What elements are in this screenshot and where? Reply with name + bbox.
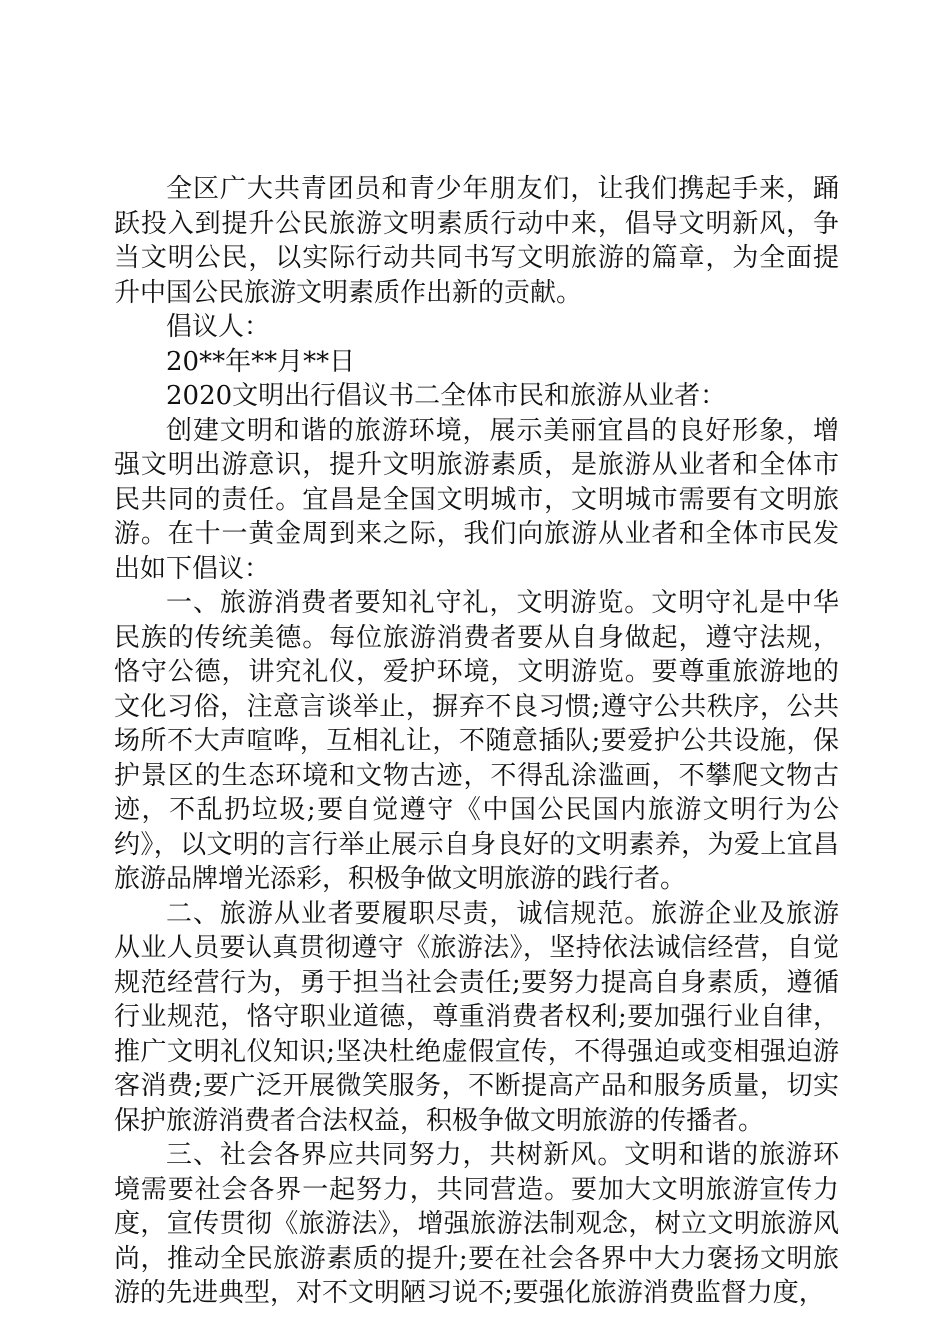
- paragraph-point-two: 二、旅游从业者要履职尽责，诚信规范。旅游企业及旅游从业人员要认真贯彻遵守《旅游法》，坚持依法诚信经营，自觉规范经营行为，勇于担当社会责任;要努力提高自身素质，遵循行业规范，恪守职业道德，尊重消费者权利;要加强行业自律，推广文明礼仪知识;坚决杜绝虚假宣传，不得强迫或变相强迫游客消费;要广泛开展微笑服务，不断提高产品和服务质量，切实保护旅游消费者合法权益，积极争做文明旅游的传播者。: [114, 898, 839, 1136]
- paragraph-date: 20**年**月**日: [166, 346, 356, 377]
- paragraph-intro: 创建文明和谐的旅游环境，展示美丽宜昌的良好形象，增强文明出游意识，提升文明旅游素质，是旅游从业者和全体市民共同的责任。宜昌是全国文明城市，文明城市需要有文明旅游。在十一黄金周到来之际，我们向旅游从业者和全体市民发出如下倡议：: [114, 415, 839, 584]
- paragraph-youth-appeal: 全区广大共青团员和青少年朋友们，让我们携起手来，踊跃投入到提升公民旅游文明素质行动中来，倡导文明新风，争当文明公民，以实际行动共同书写文明旅游的篇章，为全面提升中国公民旅游文明素质作出新的贡献。: [114, 174, 839, 308]
- paragraph-second-proposal-heading: 2020文明出行倡议书二全体市民和旅游从业者：: [166, 381, 727, 411]
- document-body: [114, 172, 839, 1311]
- paragraph-initiator: 倡议人：: [166, 312, 271, 342]
- paragraph-point-one: 一、旅游消费者要知礼守礼，文明游览。文明守礼是中华民族的传统美德。每位旅游消费者要从自身做起，遵守法规，恪守公德，讲究礼仪，爱护环境，文明游览。要尊重旅游地的文化习俗，注意言谈举止，摒弃不良习惯;遵守公共秩序，公共场所不大声喧哗，互相礼让，不随意插队;要爱护公共设施，保护景区的生态环境和文物古迹，不得乱涂滥画，不攀爬文物古迹，不乱扔垃圾;要自觉遵守《中国公民国内旅游文明行为公约》，以文明的言行举止展示自身良好的文明素养，为爱上宜昌旅游品牌增光添彩，积极争做文明旅游的践行者。: [114, 588, 839, 894]
- paragraph-point-three: 三、社会各界应共同努力，共树新风。文明和谐的旅游环境需要社会各界一起努力，共同营造。要加大文明旅游宣传力度，宣传贯彻《旅游法》，增强旅游法制观念，树立文明旅游风尚，推动全民旅游素质的提升;要在社会各界中大力褒扬文明旅游的先进典型，对不文明陋习说不;要强化旅游消费监督力度，: [114, 1140, 839, 1308]
